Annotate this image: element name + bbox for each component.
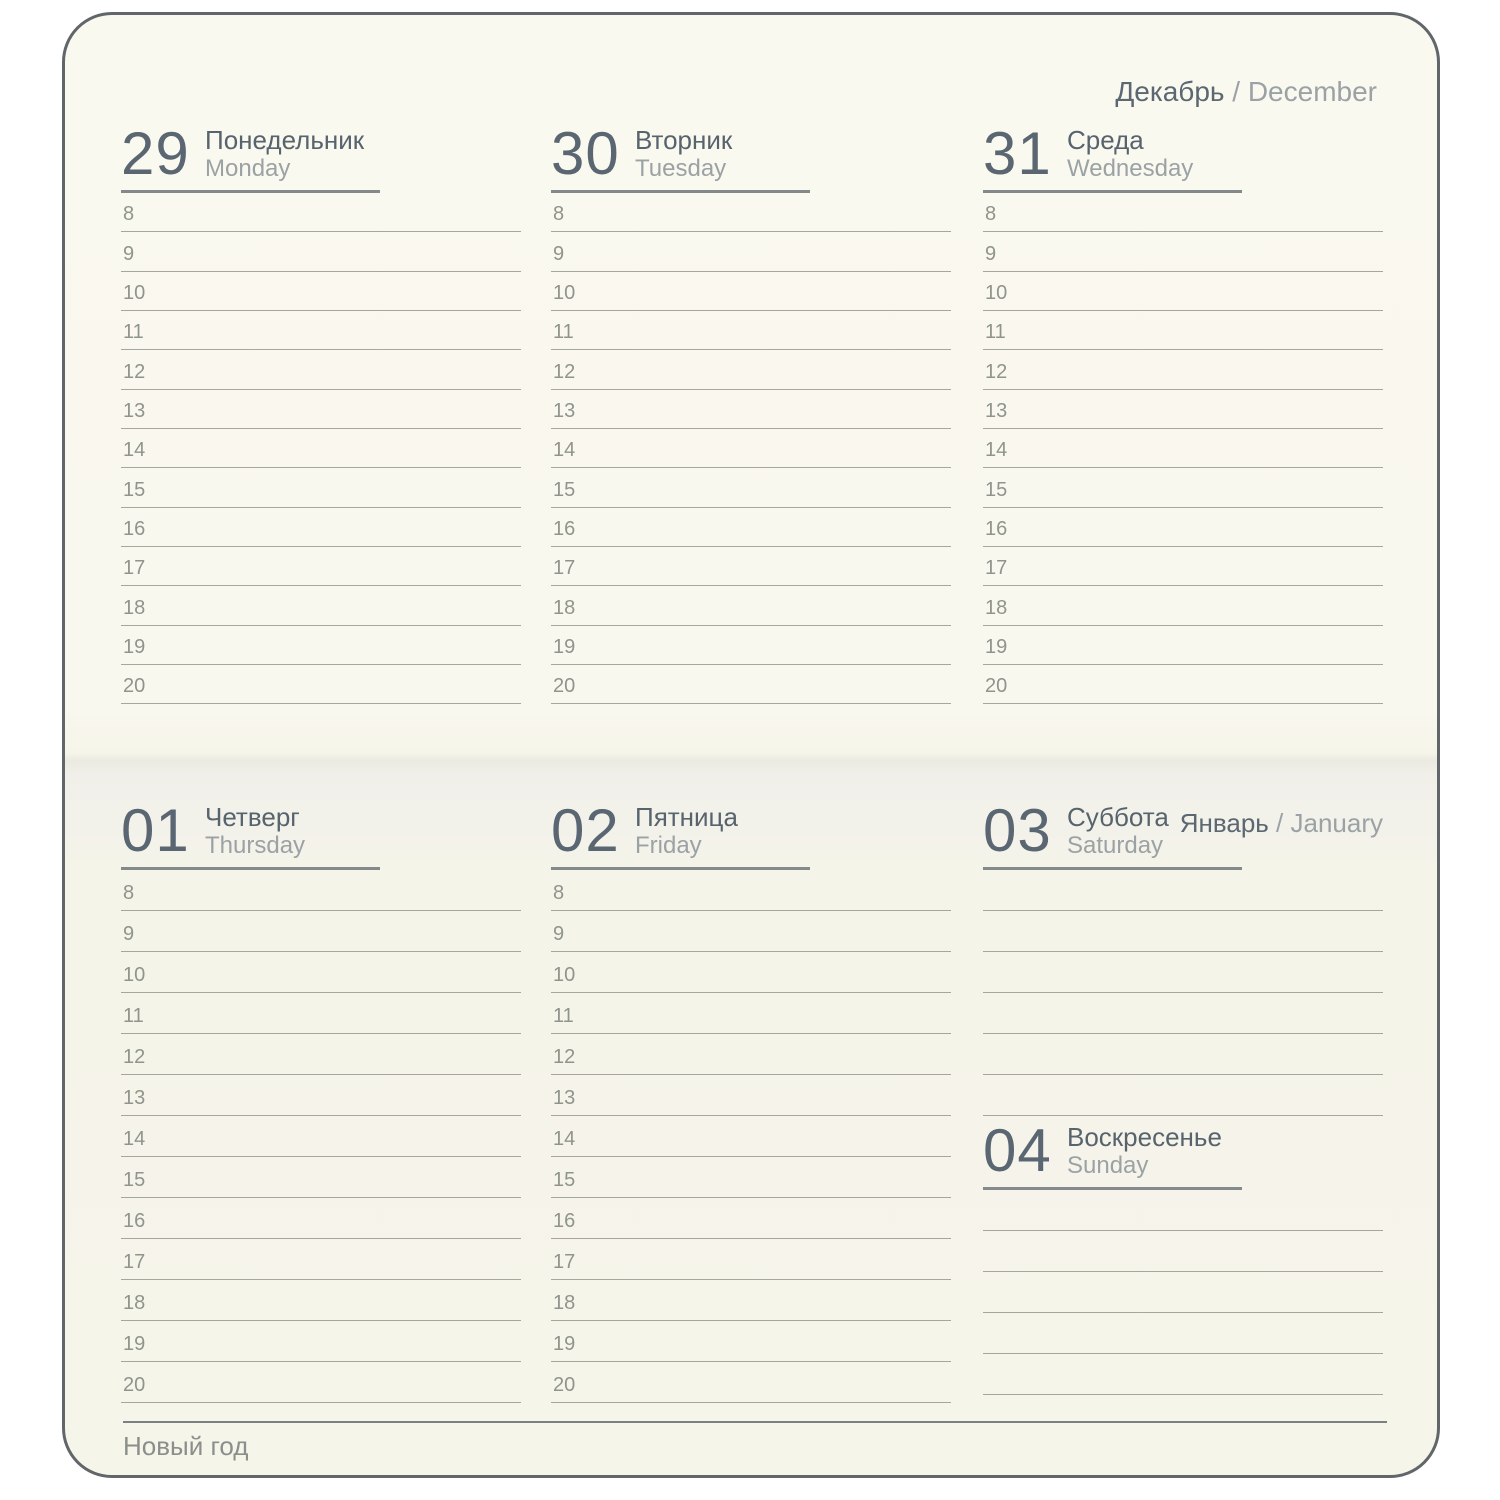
day-names — [635, 126, 732, 182]
hour-label: 13 — [985, 399, 1008, 422]
hour-row — [551, 993, 951, 1034]
hour-label: 12 — [123, 360, 146, 383]
hour-label: 19 — [123, 1333, 146, 1355]
day-name-ru: Среда — [1067, 125, 1144, 155]
day-number: 31 — [983, 120, 1052, 187]
hour-row — [551, 508, 951, 547]
hour-label: 15 — [553, 478, 576, 501]
hour-row — [983, 350, 1383, 389]
day-name-ru: Понедельник — [205, 125, 365, 155]
hour-row — [121, 508, 521, 547]
hour-row — [121, 1321, 521, 1362]
hour-row — [983, 468, 1383, 507]
hour-label: 18 — [985, 596, 1008, 619]
hour-label: 10 — [985, 281, 1008, 304]
month-label-december — [1115, 77, 1377, 107]
hour-label: 15 — [123, 1169, 146, 1191]
day-header — [983, 797, 1383, 867]
hour-label: 14 — [553, 439, 576, 462]
month-divider: / — [1224, 76, 1248, 107]
hour-row — [121, 870, 521, 911]
hour-row — [983, 547, 1383, 586]
hour-label: 8 — [985, 203, 997, 226]
day-column-wednesday-31 — [983, 120, 1383, 704]
hour-row — [551, 1198, 951, 1239]
day-column-friday-02 — [551, 797, 951, 1403]
hour-label: 17 — [123, 1251, 146, 1273]
hour-row — [551, 1362, 951, 1403]
month-name-en: January — [1290, 808, 1383, 838]
hour-label: 13 — [553, 399, 576, 422]
day-names — [635, 803, 738, 859]
hour-label: 14 — [123, 1128, 146, 1150]
blank-row — [983, 1272, 1383, 1313]
hour-label: 10 — [553, 964, 576, 986]
month-divider: / — [1268, 808, 1291, 838]
hour-label: 15 — [985, 478, 1008, 501]
day-name-en: Thursday — [205, 832, 306, 859]
hour-row — [121, 193, 521, 232]
hour-label: 9 — [985, 242, 997, 265]
day-number: 02 — [551, 797, 620, 864]
hour-row — [121, 468, 521, 507]
hour-row — [121, 429, 521, 468]
day-number: 29 — [121, 120, 190, 187]
hour-label: 16 — [123, 1210, 146, 1232]
hour-label: 18 — [553, 596, 576, 619]
day-header — [551, 120, 951, 190]
day-names — [1067, 803, 1169, 859]
hour-row — [983, 272, 1383, 311]
planner-page — [62, 12, 1440, 1478]
holiday-note: Новый год — [123, 1431, 249, 1461]
hour-label: 16 — [553, 1210, 576, 1232]
hour-row — [551, 1116, 951, 1157]
hour-row — [551, 232, 951, 271]
hour-row — [551, 390, 951, 429]
blank-rows — [983, 870, 1383, 1116]
hour-row — [983, 429, 1383, 468]
hour-label: 11 — [123, 1005, 144, 1027]
day-name-en: Saturday — [1067, 832, 1164, 859]
blank-row — [983, 1034, 1383, 1075]
month-name-en: December — [1247, 76, 1377, 107]
day-name-en: Wednesday — [1067, 155, 1194, 182]
hour-row — [121, 390, 521, 429]
hour-rows — [551, 870, 951, 1403]
hour-row — [551, 547, 951, 586]
day-number: 30 — [551, 120, 620, 187]
hour-row — [121, 1034, 521, 1075]
day-name-en: Monday — [205, 155, 291, 182]
hour-label: 14 — [553, 1128, 576, 1150]
day-name-en: Sunday — [1067, 1152, 1149, 1179]
blank-row — [983, 911, 1383, 952]
day-number: 03 — [983, 797, 1052, 864]
hour-label: 20 — [553, 675, 576, 698]
hour-label: 11 — [553, 321, 574, 344]
hour-row — [551, 350, 951, 389]
day-column-tuesday-30 — [551, 120, 951, 704]
hour-row — [551, 1034, 951, 1075]
hour-label: 14 — [985, 439, 1008, 462]
hour-row — [121, 547, 521, 586]
hour-row — [551, 1239, 951, 1280]
hour-row — [983, 232, 1383, 271]
day-column-sunday-04 — [983, 1117, 1383, 1395]
hour-label: 19 — [985, 635, 1008, 658]
hour-label: 19 — [553, 635, 576, 658]
month-name-ru: Декабрь — [1115, 76, 1225, 107]
hour-label: 10 — [123, 964, 146, 986]
hour-row — [551, 1157, 951, 1198]
blank-rows — [983, 1190, 1383, 1395]
day-header — [121, 797, 521, 867]
day-name-ru: Пятница — [635, 802, 738, 832]
hour-rows — [121, 193, 521, 704]
hour-row — [983, 586, 1383, 625]
blank-row — [983, 952, 1383, 993]
hour-row — [121, 232, 521, 271]
hour-row — [551, 586, 951, 625]
hour-label: 12 — [553, 360, 576, 383]
blank-row — [983, 1075, 1383, 1116]
hour-label: 12 — [985, 360, 1008, 383]
hour-label: 13 — [553, 1087, 576, 1109]
blank-row — [983, 993, 1383, 1034]
hour-label: 20 — [123, 1374, 146, 1396]
hour-row — [983, 626, 1383, 665]
hour-label: 10 — [553, 281, 576, 304]
hour-label: 18 — [123, 596, 146, 619]
hour-rows — [121, 870, 521, 1403]
day-column-saturday-03 — [983, 797, 1383, 1116]
hour-row — [121, 1157, 521, 1198]
day-header — [121, 120, 521, 190]
hour-label: 10 — [123, 281, 146, 304]
hour-row — [551, 1280, 951, 1321]
hour-row — [121, 272, 521, 311]
hour-row — [121, 1239, 521, 1280]
blank-row — [983, 870, 1383, 911]
day-number: 01 — [121, 797, 190, 864]
hour-label: 9 — [123, 923, 135, 945]
hour-label: 20 — [553, 1374, 576, 1396]
hour-row — [551, 311, 951, 350]
hour-label: 18 — [553, 1292, 576, 1314]
blank-row — [983, 1354, 1383, 1395]
hour-row — [551, 429, 951, 468]
day-name-en: Friday — [635, 832, 702, 859]
day-names — [1067, 126, 1193, 182]
hour-row — [551, 952, 951, 993]
day-name-ru: Воскресенье — [1067, 1122, 1222, 1152]
hour-label: 8 — [553, 882, 565, 904]
hour-row — [121, 586, 521, 625]
hour-label: 9 — [553, 242, 565, 265]
hour-row — [121, 1198, 521, 1239]
hour-row — [551, 1075, 951, 1116]
month-name-ru: Январь — [1179, 808, 1269, 838]
blank-row — [983, 1190, 1383, 1231]
hour-label: 19 — [123, 635, 146, 658]
hour-label: 11 — [553, 1005, 574, 1027]
hour-label: 15 — [123, 478, 146, 501]
day-names — [1067, 1123, 1222, 1179]
hour-label: 11 — [985, 321, 1006, 344]
hour-label: 8 — [123, 882, 135, 904]
hour-row — [983, 193, 1383, 232]
hour-row — [121, 311, 521, 350]
day-names — [205, 803, 305, 859]
hour-label: 13 — [123, 399, 146, 422]
hour-label: 17 — [123, 557, 146, 580]
hour-rows — [551, 193, 951, 704]
hour-label: 12 — [553, 1046, 576, 1068]
hour-label: 16 — [553, 517, 576, 540]
hour-row — [121, 1116, 521, 1157]
hour-label: 9 — [123, 242, 135, 265]
day-header — [983, 120, 1383, 190]
day-column-thursday-01 — [121, 797, 521, 1403]
month-label-january — [1180, 809, 1383, 837]
hour-label: 11 — [123, 321, 144, 344]
hour-row — [551, 272, 951, 311]
hour-row — [121, 350, 521, 389]
hour-label: 12 — [123, 1046, 146, 1068]
hour-label: 14 — [123, 439, 146, 462]
hour-row — [121, 911, 521, 952]
hour-row — [121, 1362, 521, 1403]
day-name-ru: Вторник — [635, 125, 733, 155]
hour-row — [551, 193, 951, 232]
hour-row — [551, 468, 951, 507]
hour-label: 9 — [553, 923, 565, 945]
hour-row — [983, 665, 1383, 704]
day-names — [205, 126, 364, 182]
day-name-ru: Суббота — [1067, 802, 1169, 832]
hour-rows — [983, 193, 1383, 704]
day-header — [983, 1117, 1383, 1187]
hour-row — [983, 311, 1383, 350]
footer-rule — [123, 1421, 1387, 1423]
hour-label: 16 — [985, 517, 1008, 540]
hour-row — [121, 626, 521, 665]
blank-row — [983, 1313, 1383, 1354]
hour-label: 18 — [123, 1292, 146, 1314]
day-header — [551, 797, 951, 867]
hour-row — [121, 1075, 521, 1116]
day-number: 04 — [983, 1117, 1052, 1184]
hour-label: 17 — [553, 557, 576, 580]
hour-label: 20 — [985, 675, 1008, 698]
hour-row — [121, 665, 521, 704]
hour-label: 20 — [123, 675, 146, 698]
hour-row — [121, 952, 521, 993]
hour-label: 16 — [123, 517, 146, 540]
hour-row — [983, 508, 1383, 547]
hour-row — [121, 993, 521, 1034]
hour-label: 8 — [553, 203, 565, 226]
hour-row — [551, 665, 951, 704]
day-name-ru: Четверг — [205, 802, 300, 832]
hour-label: 8 — [123, 203, 135, 226]
day-name-en: Tuesday — [635, 155, 727, 182]
hour-row — [551, 626, 951, 665]
hour-row — [983, 390, 1383, 429]
hour-label: 15 — [553, 1169, 576, 1191]
hour-row — [121, 1280, 521, 1321]
hour-row — [551, 1321, 951, 1362]
day-column-monday-29 — [121, 120, 521, 704]
hour-row — [551, 870, 951, 911]
blank-row — [983, 1231, 1383, 1272]
hour-label: 13 — [123, 1087, 146, 1109]
hour-label: 17 — [553, 1251, 576, 1273]
hour-label: 19 — [553, 1333, 576, 1355]
hour-label: 17 — [985, 557, 1008, 580]
hour-row — [551, 911, 951, 952]
